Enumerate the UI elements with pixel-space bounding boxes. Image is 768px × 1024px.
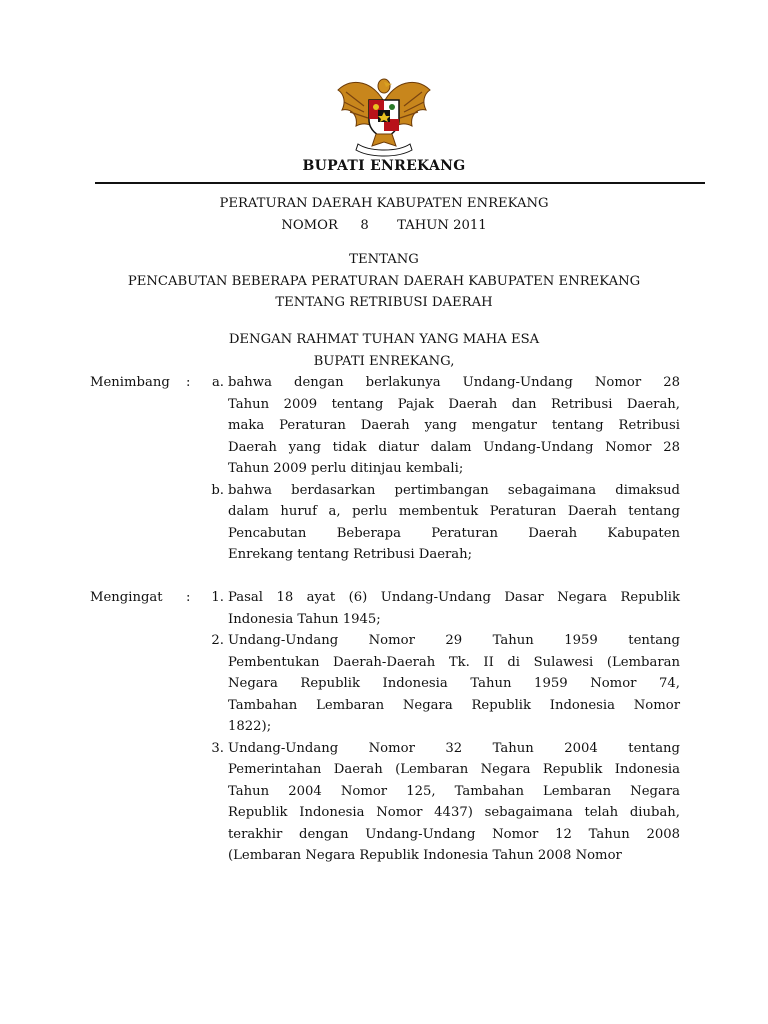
item-number: a. <box>211 375 224 390</box>
preamble <box>80 329 688 372</box>
mengingat-section <box>90 587 680 867</box>
item-number: 1. <box>211 590 224 605</box>
bupati-line: BUPATI ENREKANG, <box>313 353 455 369</box>
mengingat-label: Mengingat <box>90 590 163 605</box>
mengingat-item-1 <box>90 587 680 630</box>
document-header-title: BUPATI ENREKANG <box>302 158 466 174</box>
menimbang-item-b <box>90 480 680 566</box>
nomor-value: 8 <box>360 217 369 233</box>
menimbang-label: Menimbang <box>90 375 170 390</box>
tahun-label: TAHUN 2011 <box>397 217 487 233</box>
rahmat-line: DENGAN RAHMAT TUHAN YANG MAHA ESA <box>228 332 540 347</box>
item-number: 3. <box>211 740 224 756</box>
item-text: Pasal 18 ayat (6) Undang-Undang Dasar Negara Republik Indonesia Tahun 1945; <box>228 590 680 627</box>
regulation-subject <box>80 249 688 314</box>
garuda-emblem-icon <box>334 72 434 158</box>
header-divider <box>95 182 705 184</box>
subject-line-1: PENCABUTAN BEBERAPA PERATURAN DAERAH KABUPATEN ENREKANG <box>127 273 641 289</box>
menimbang-colon: : <box>186 375 191 390</box>
item-text: bahwa berdasarkan pertimbangan sebagaimana dimaksud dalam huruf a, perlu membentuk Peraturan Daerah tentang Pencabutan Beberapa Peraturan Daerah Kabupaten Enrekang tentang Retribusi Daerah; <box>228 482 680 562</box>
mengingat-item-2 <box>90 630 680 738</box>
menimbang-section <box>90 372 680 566</box>
item-number: b. <box>211 482 224 498</box>
nomor-label: NOMOR <box>281 217 338 233</box>
regulation-heading <box>80 193 688 236</box>
item-text: Undang-Undang Nomor 32 Tahun 2004 tentang Pemerintahan Daerah (Lembaran Negara Republik Indonesia Tahun 2004 Nomor 125, Tambahan Lembaran Negara Republik Indonesia Nomor 4437) sebagaimana telah diubah, terakhir dengan Undang-Undang Nomor 12 Tahun 2008 (Lembaran Negara Republik Indonesia Tahun 2008 Nomor <box>228 740 680 863</box>
item-text: Undang-Undang Nomor 29 Tahun 1959 tentang Pembentukan Daerah-Daerah Tk. II di Sulawesi (Lembaran Negara Republik Indonesia Tahun 1959 Nomor 74, Tambahan Lembaran Negara Republik Indonesia Nomor 1822); <box>228 633 680 734</box>
menimbang-item-a <box>90 372 680 480</box>
regulation-title: PERATURAN DAERAH KABUPATEN ENREKANG <box>219 196 549 211</box>
item-text: bahwa dengan berlakunya Undang-Undang Nomor 28 Tahun 2009 tentang Pajak Daerah dan Retribusi Daerah, maka Peraturan Daerah yang mengatur tentang Retribusi Daerah yang tidak diatur dalam Undang-Undang Nomor 28 Tahun 2009 perlu ditinjau kembali; <box>228 375 680 476</box>
mengingat-item-3 <box>90 738 680 867</box>
mengingat-colon: : <box>186 590 191 605</box>
tentang-label: TENTANG <box>349 252 419 267</box>
subject-line-2: TENTANG RETRIBUSI DAERAH <box>275 295 493 310</box>
item-number: 2. <box>211 633 224 648</box>
regulation-number-line <box>80 215 688 237</box>
